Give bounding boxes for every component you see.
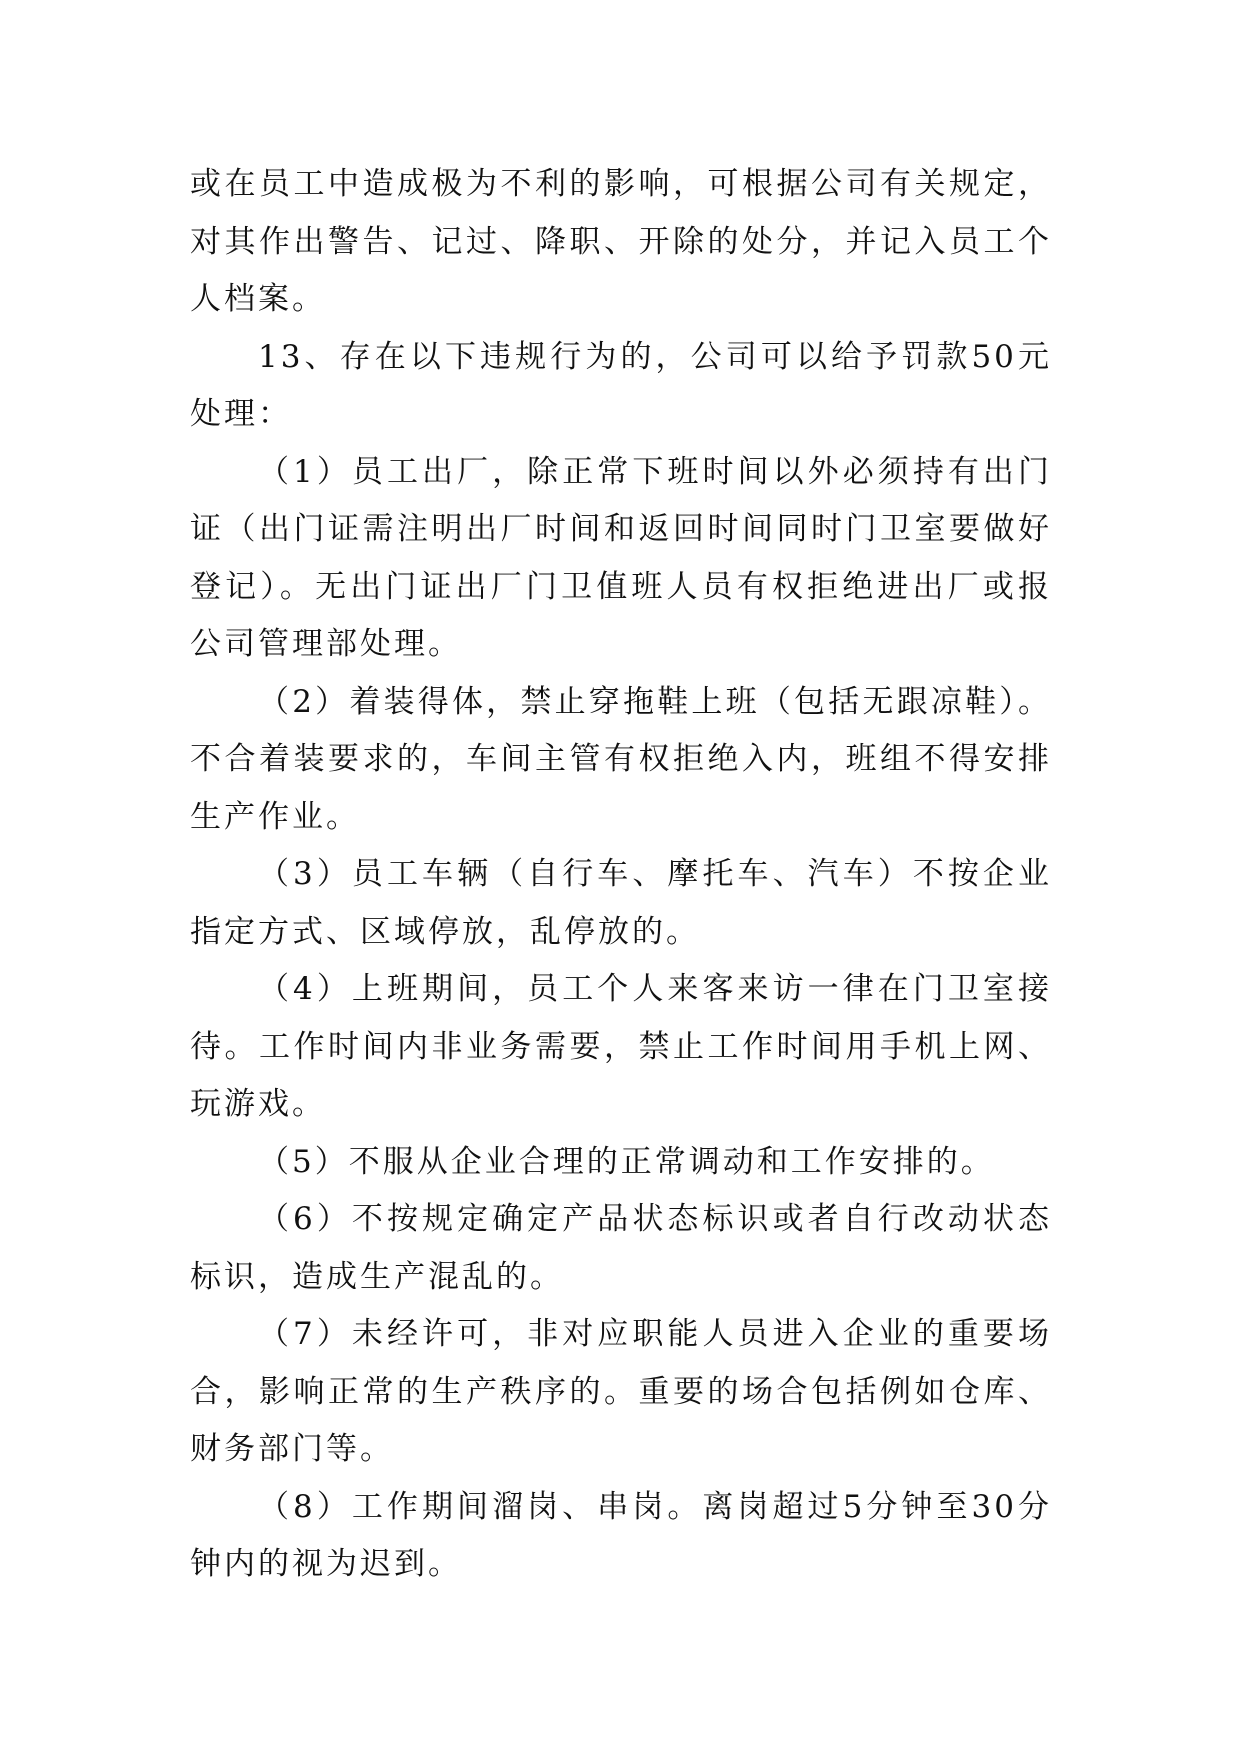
paragraph-item-6: （6）不按规定确定产品状态标识或者自行改动状态标识，造成生产混乱的。 <box>190 1201 1052 1295</box>
paragraph-item-2: （2）着装得体，禁止穿拖鞋上班（包括无跟凉鞋）。不合着装要求的，车间主管有权拒绝入内，班组不得安排生产作业。 <box>190 683 1052 835</box>
paragraph-item-3: （3）员工车辆（自行车、摩托车、汽车）不按企业指定方式、区域停放，乱停放的。 <box>190 856 1052 950</box>
paragraph-item-4: （4）上班期间，员工个人来客来访一律在门卫室接待。工作时间内非业务需要，禁止工作时间用手机上网、玩游戏。 <box>190 971 1052 1122</box>
document-body <box>190 156 1052 1594</box>
paragraph-item-7: （7）未经许可，非对应职能人员进入企业的重要场合，影响正常的生产秩序的。重要的场合包括例如仓库、财务部门等。 <box>190 1316 1052 1467</box>
paragraph-item-1: （1）员工出厂，除正常下班时间以外必须持有出门证（出门证需注明出厂时间和返回时间同时门卫室要做好登记）。无出门证出厂门卫值班人员有权拒绝进出厂或报公司管理部处理。 <box>190 453 1052 662</box>
paragraph-rule-13: 13、存在以下违规行为的，公司可以给予罚款50元处理： <box>190 338 1052 432</box>
paragraph-item-5: （5）不服从企业合理的正常调动和工作安排的。 <box>258 1143 995 1180</box>
paragraph-item-8: （8）工作期间溜岗、串岗。离岗超过5分钟至30分钟内的视为迟到。 <box>190 1488 1052 1582</box>
paragraph-continuation: 或在员工中造成极为不利的影响，可根据公司有关规定，对其作出警告、记过、降职、开除的处分，并记入员工个人档案。 <box>190 166 1052 317</box>
